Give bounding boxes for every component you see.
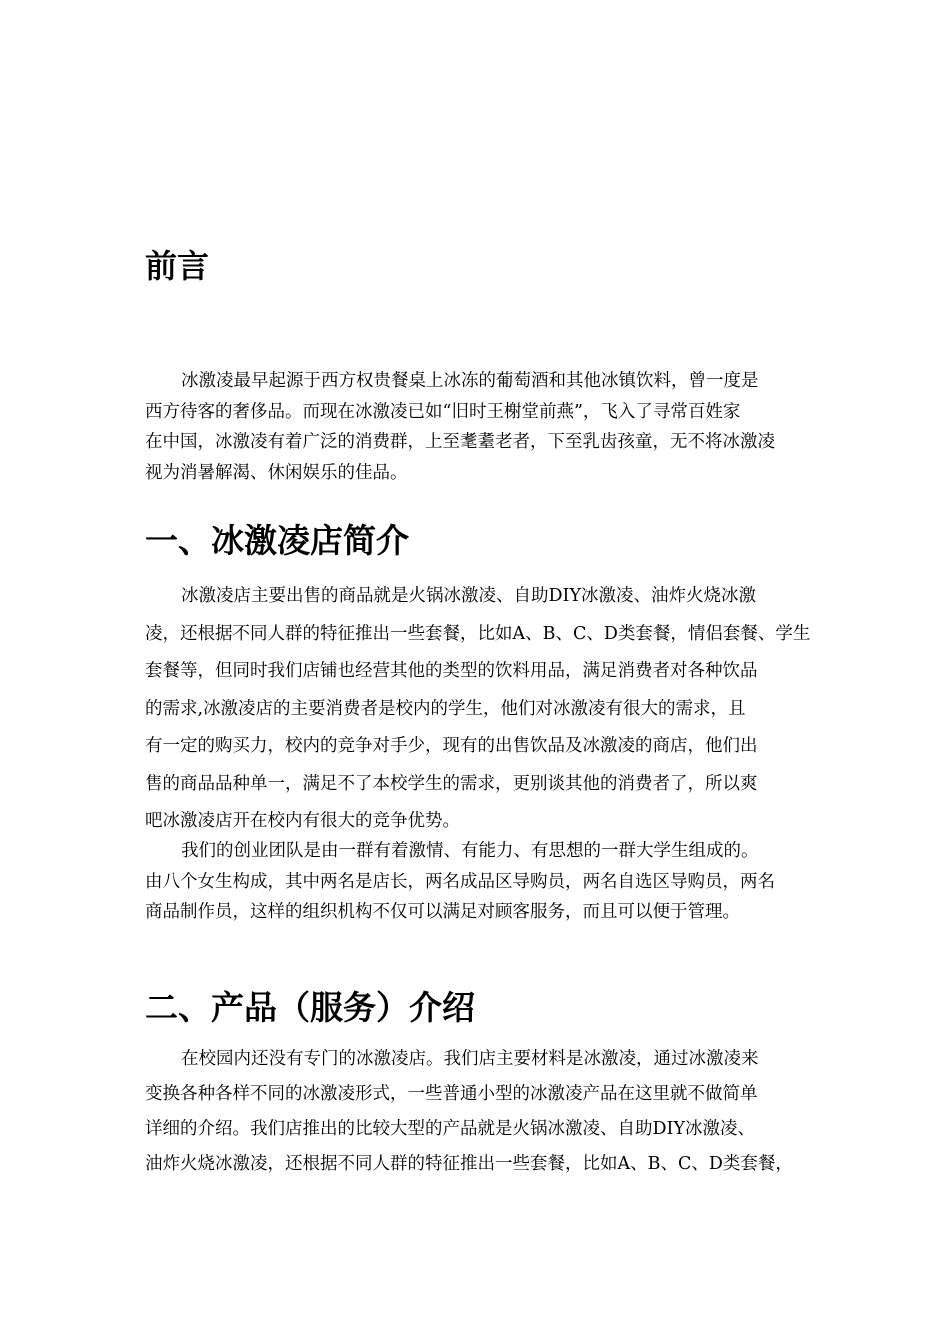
preface-paragraph bbox=[145, 366, 807, 488]
paragraph-line: 套餐等，但同时我们店铺也经营其他的类型的饮料用品，满足消费者对各种饮品 bbox=[145, 661, 758, 681]
paragraph-line: 我们的创业团队是由一群有着激情、有能力、有思想的一群大学生组成的。 bbox=[181, 841, 759, 861]
paragraph-line: 变换各种各样不同的冰激凌形式，一些普通小型的冰激凌产品在这里就不做简单 bbox=[145, 1084, 758, 1104]
section1-paragraph-1 bbox=[145, 578, 811, 841]
paragraph-line: 售的商品品种单一，满足不了本校学生的需求，更别谈其他的消费者了，所以爽 bbox=[145, 773, 758, 794]
paragraph-line: 详细的介绍。我们店推出的比较大型的产品就是火锅冰激凌、自助DIY冰激凌、 bbox=[145, 1119, 755, 1139]
paragraph-line: 冰激凌店主要出售的商品就是火锅冰激凌、自助DIY冰激凌、油炸火烧冰激 bbox=[181, 586, 756, 606]
paragraph-line: 在校园内还没有专门的冰激凌店。我们店主要材料是冰激凌，通过冰激凌来 bbox=[181, 1049, 759, 1069]
section2-paragraph bbox=[145, 1042, 807, 1182]
paragraph-line: 商品制作员，这样的组织机构不仅可以满足对顾客服务，而且可以便于管理。 bbox=[145, 902, 740, 922]
paragraph-line: 西方待客的奢侈品。而现在冰激凌已如“旧时王榭堂前燕”，飞入了寻常百姓家 bbox=[145, 401, 741, 422]
paragraph-line: 凌，还根据不同人群的特征推出一些套餐，比如A、B、C、D类套餐，情侣套餐、学生 bbox=[145, 623, 811, 644]
paragraph-line: 视为消暑解渴、休闲娱乐的佳品。 bbox=[145, 462, 408, 483]
section2-heading: 二、产品（服务）介绍 bbox=[145, 988, 475, 1027]
paragraph-line: 在中国，冰激凌有着广泛的消费群，上至耄耋老者，下至乳齿孩童，无不将冰激凌 bbox=[145, 432, 775, 452]
paragraph-line: 吧冰激凌店开在校内有很大的竞争优势。 bbox=[145, 811, 460, 831]
paragraph-line: 冰激凌最早起源于西方权贵餐桌上冰冻的葡萄酒和其他冰镇饮料，曾一度是 bbox=[181, 371, 759, 391]
paragraph-line: 由八个女生构成，其中两名是店长，两名成品区导购员，两名自选区导购员，两名 bbox=[145, 871, 775, 892]
paragraph-line: 油炸火烧冰激凌，还根据不同人群的特征推出一些套餐，比如A、B、C、D类套餐， bbox=[145, 1154, 793, 1174]
paragraph-line: 的需求,冰激凌店的主要消费者是校内的学生，他们对冰激凌有很大的需求，且 bbox=[145, 698, 746, 719]
section1-paragraph-2 bbox=[145, 836, 807, 928]
paragraph-line: 有一定的购买力，校内的竞争对手少，现有的出售饮品及冰激凌的商店，他们出 bbox=[145, 736, 758, 756]
preface-heading: 前言 bbox=[145, 247, 210, 285]
section1-heading: 一、冰激凌店简介 bbox=[145, 521, 409, 560]
